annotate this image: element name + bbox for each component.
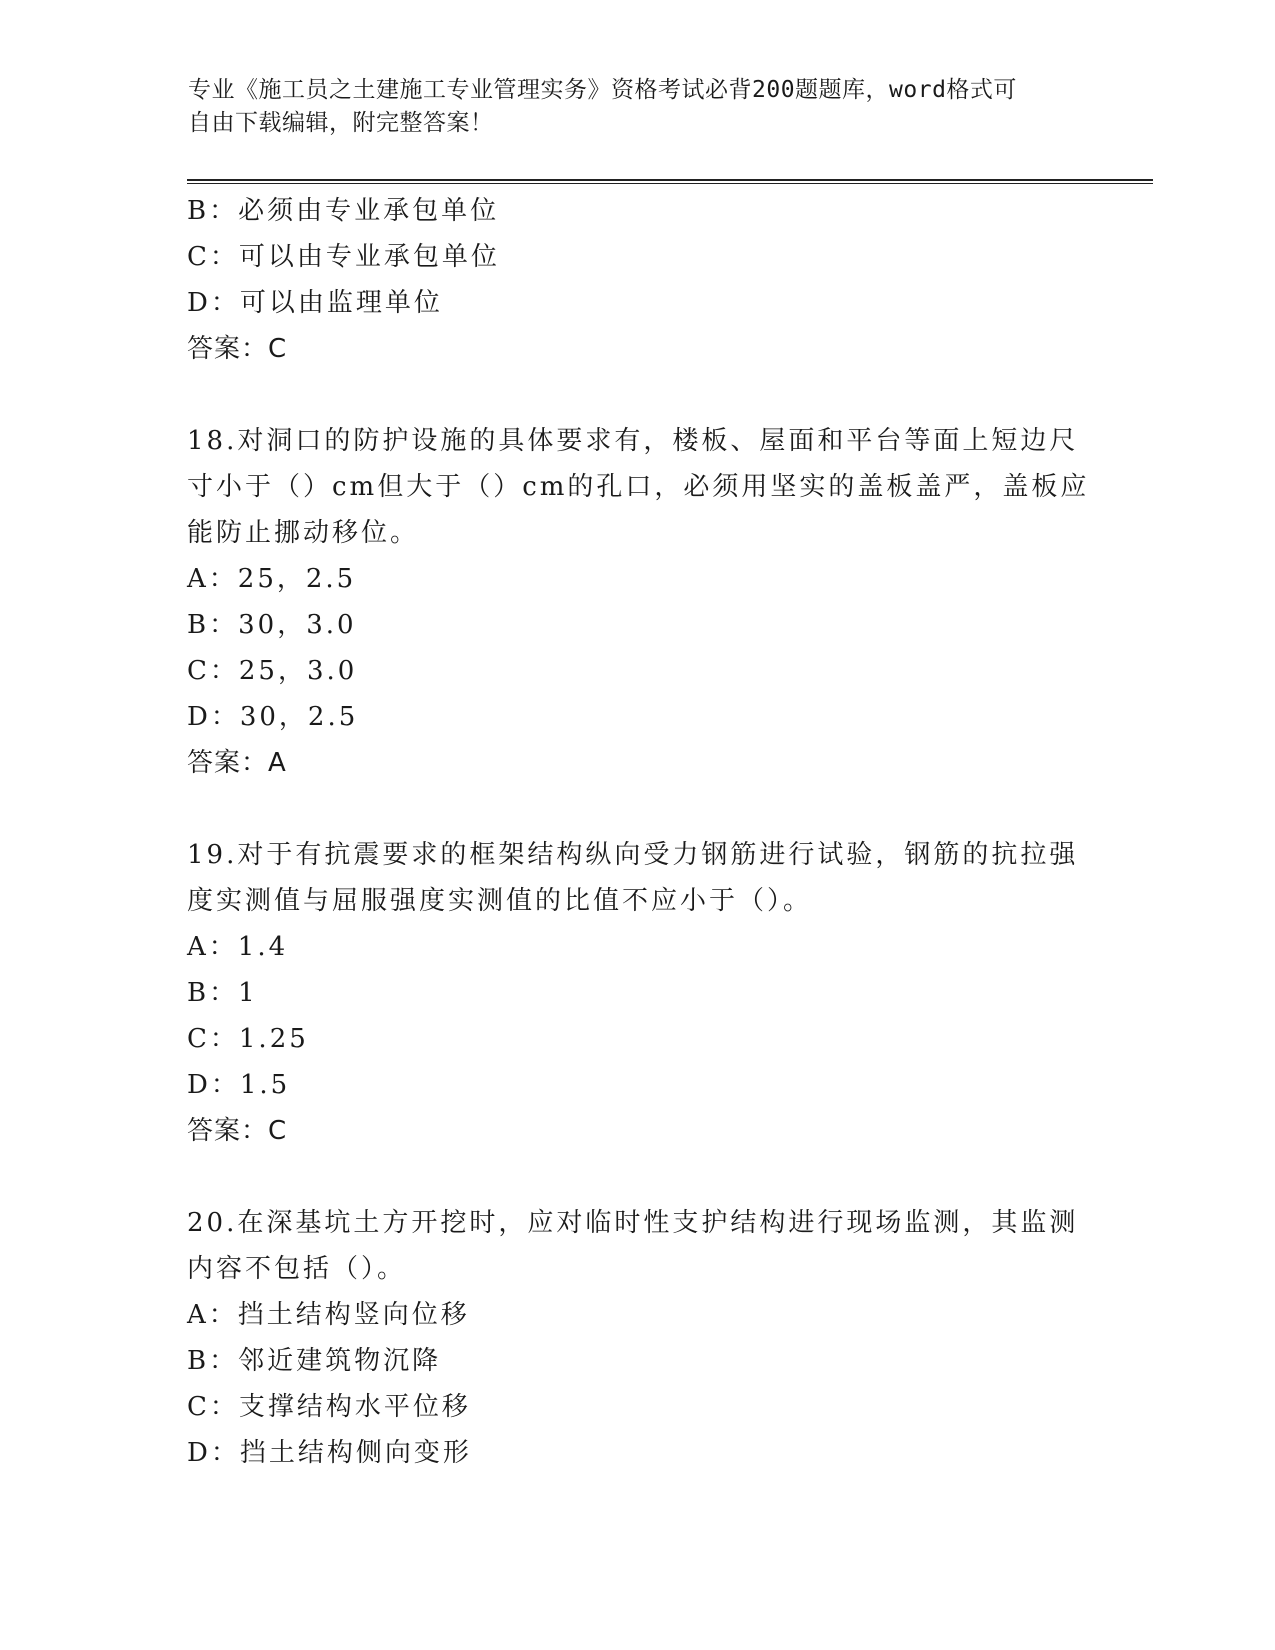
- question-text-line: 寸小于（）cm但大于（）cm的孔口，必须用坚实的盖板盖严，盖板应: [187, 472, 1090, 502]
- option-c: C：1.25: [187, 1024, 309, 1054]
- question-text-line: 度实测值与屈服强度实测值的比值不应小于（）。: [187, 886, 813, 916]
- question-text-line: 能防止挪动移位。: [187, 518, 420, 548]
- answer-line: 答案：C: [187, 1116, 288, 1146]
- answer-line: 答案：A: [187, 748, 287, 778]
- option-a: A：挡土结构竖向位移: [187, 1300, 470, 1330]
- spacer: [187, 786, 1087, 832]
- spacer: [187, 372, 1087, 418]
- question-fragment: [187, 188, 1087, 372]
- option-b: B：30，3.0: [187, 610, 357, 640]
- option-d: D：挡土结构侧向变形: [187, 1438, 472, 1468]
- question-content: [187, 188, 1090, 1476]
- option-c: C：25，3.0: [187, 656, 358, 686]
- option-a: A：1.4: [187, 932, 289, 962]
- option-c: C：支撑结构水平位移: [187, 1392, 471, 1422]
- document-header: [188, 74, 1068, 140]
- option-b: B：邻近建筑物沉降: [187, 1346, 442, 1376]
- question-text-line: 内容不包括（）。: [187, 1254, 407, 1284]
- question-text-line: 19.对于有抗震要求的框架结构纵向受力钢筋进行试验，钢筋的抗拉强: [187, 840, 1079, 870]
- header-divider: [187, 179, 1153, 184]
- option-d: D：30，2.5: [187, 702, 359, 732]
- answer-line: 答案：C: [187, 334, 288, 364]
- header-line-2: 自由下载编辑，附完整答案！: [188, 110, 494, 136]
- option-b: B：必须由专业承包单位: [187, 196, 500, 226]
- option-a: A：25，2.5: [187, 564, 357, 594]
- option-b: B：1: [187, 978, 258, 1008]
- question-18: [187, 418, 1090, 786]
- question-19: [187, 832, 1087, 1154]
- option-d: D：1.5: [187, 1070, 291, 1100]
- spacer: [187, 1154, 1087, 1200]
- option-c: C：可以由专业承包单位: [187, 242, 500, 272]
- question-20: [187, 1200, 1087, 1476]
- question-text-line: 18.对洞口的防护设施的具体要求有，楼板、屋面和平台等面上短边尺: [187, 426, 1079, 456]
- option-d: D：可以由监理单位: [187, 288, 443, 318]
- header-line-1: 专业《施工员之土建施工专业管理实务》资格考试必背200题题库，word格式可: [188, 77, 1017, 103]
- question-text-line: 20.在深基坑土方开挖时，应对临时性支护结构进行现场监测，其监测: [187, 1208, 1079, 1238]
